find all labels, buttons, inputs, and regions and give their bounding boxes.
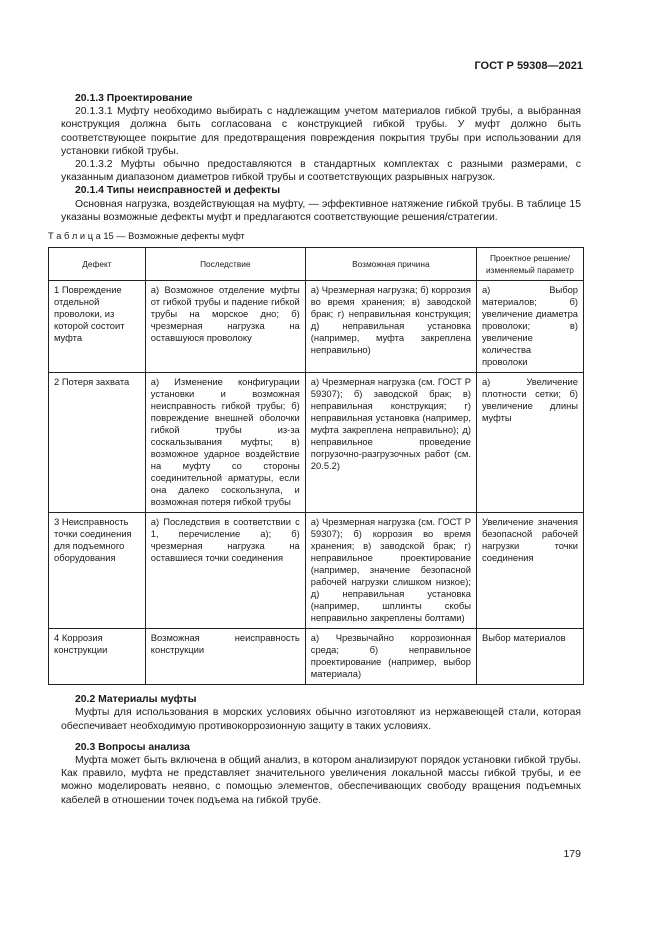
cell-consequence: Возможная неисправность конструкции: [145, 629, 305, 685]
table-row: [49, 629, 584, 685]
paragraph-20-3: Муфта может быть включена в общий анализ, в котором анализируют порядок установки гибкой трубы. Как правило, муфта не представляет значительного увеличения локальной массы гибкой трубы, и ее можно моделировать неявно, с помощью элементов, обеспечивающих свободу вращения подъемных кабелей в отношении точек подъема на гибкой трубе.: [61, 755, 581, 806]
table-header-row: [49, 248, 584, 281]
cell-defect: 2 Потеря захвата: [49, 373, 146, 513]
table-row: [49, 373, 584, 513]
cell-defect: 1 Повреждение отдельной проволоки, из которой состоит муфта: [49, 281, 146, 373]
cell-defect: 4 Коррозия конструкции: [49, 629, 146, 685]
document-id: ГОСТ Р 59308—2021: [474, 60, 583, 72]
cell-consequence: а) Последствия в соответствии с 1, перечисление а); б) чрезмерная нагрузка на оставшиеся точки соединения: [145, 513, 305, 629]
cell-consequence: а) Возможное отделение муфты от гибкой трубы и падение гибкой трубы на морское дно; б) чрезмерная нагрузка на оставшуюся проволоку: [145, 281, 305, 373]
paragraph-20-1-3-1: 20.1.3.1 Муфту необходимо выбирать с надлежащим учетом материалов гибкой трубы, а выбранная конструкция должна быть согласована с конструкцией гибкой трубы. У муфт должно быть соответствующее покрытие для предотвращения повреждения покрытия трубы при использовании для установки гибкой трубы.: [61, 106, 581, 157]
paragraph-20-1-4: Основная нагрузка, воздействующая на муфту, — эффективное натяжение гибкой трубы. В таблице 15 указаны возможные дефекты муфт и предлагаются соответствующие решения/стратегии.: [61, 198, 581, 223]
cell-solution: а) Выбор материалов; б) увеличение диаметра проволоки; в) увеличение количества проволоки: [476, 281, 583, 373]
paragraph-20-1-3-2: 20.1.3.2 Муфты обычно предоставляются в стандартных комплектах с разными размерами, с указанным диапазоном диаметров гибкой трубы и соответствующих разрывных нагрузок.: [61, 159, 581, 184]
cell-solution: а) Увеличение плотности сетки; б) увеличение длины муфты: [476, 373, 583, 513]
cell-consequence: а) Изменение конфигурации установки и возможная неисправность гибкой трубы; б) повреждение внешней оболочки гибкой трубы из-за соскальзывания муфты; в) возможное ударное воздействие на муфту со стороны соединительной арматуры, если она далеко соскользнула, и возможная потеря гибкой трубы: [145, 373, 305, 513]
section-heading-20-1-3: 20.1.3 Проектирование: [75, 93, 193, 104]
page-number: 179: [563, 848, 581, 860]
cell-cause: а) Чрезмерная нагрузка (см. ГОСТ Р 59307); б) коррозия во время хранения; в) заводской брак; г) неправильное проектирование (например, значение безопасной рабочей нагрузки слишком низкое); д) неправильная установка (например, шплинты скобы неправильно закреплены болтами): [305, 513, 476, 629]
table-row: [49, 281, 584, 373]
page-content: [48, 92, 581, 807]
header-solution: Проектное решение/ изменяемый параметр: [476, 248, 583, 281]
table-caption: Т а б л и ц а 15 — Возможные дефекты муфт: [48, 231, 245, 242]
cell-cause: а) Чрезвычайно коррозионная среда; б) неправильное проектирование (например, выбор материала): [305, 629, 476, 685]
header-defect: Дефект: [49, 248, 146, 281]
cell-solution: Выбор материалов: [476, 629, 583, 685]
section-heading-20-1-4: 20.1.4 Типы неисправностей и дефекты: [75, 185, 281, 197]
defects-table: [48, 247, 584, 685]
cell-defect: 3 Неисправность точки соединения для подъемного оборудования: [49, 513, 146, 629]
cell-solution: Увеличение значения безопасной рабочей нагрузки точки соединения: [476, 513, 583, 629]
table-row: [49, 513, 584, 629]
paragraph-20-2: Муфты для использования в морских условиях обычно изготовляют из нержавеющей стали, которая обеспечивает необходимую противокоррозионную защиту в таких условиях.: [61, 707, 581, 732]
section-heading-20-3: 20.3 Вопросы анализа: [75, 741, 190, 753]
header-consequence: Последствие: [145, 248, 305, 281]
header-cause: Возможная причина: [305, 248, 476, 281]
section-heading-20-2: 20.2 Материалы муфты: [75, 694, 197, 706]
cell-cause: а) Чрезмерная нагрузка (см. ГОСТ Р 59307); б) заводской брак; в) неправильная конструкция; г) неправильная установка (например, муфта закреплена неправильно); д) неправильное проведение погрузочно-разгрузочных работ (см. 20.5.2): [305, 373, 476, 513]
cell-cause: а) Чрезмерная нагрузка; б) коррозия во время хранения; в) заводской брак; г) неправильная конструкция; д) неправильная установка (например, муфта закреплена неправильно): [305, 281, 476, 373]
